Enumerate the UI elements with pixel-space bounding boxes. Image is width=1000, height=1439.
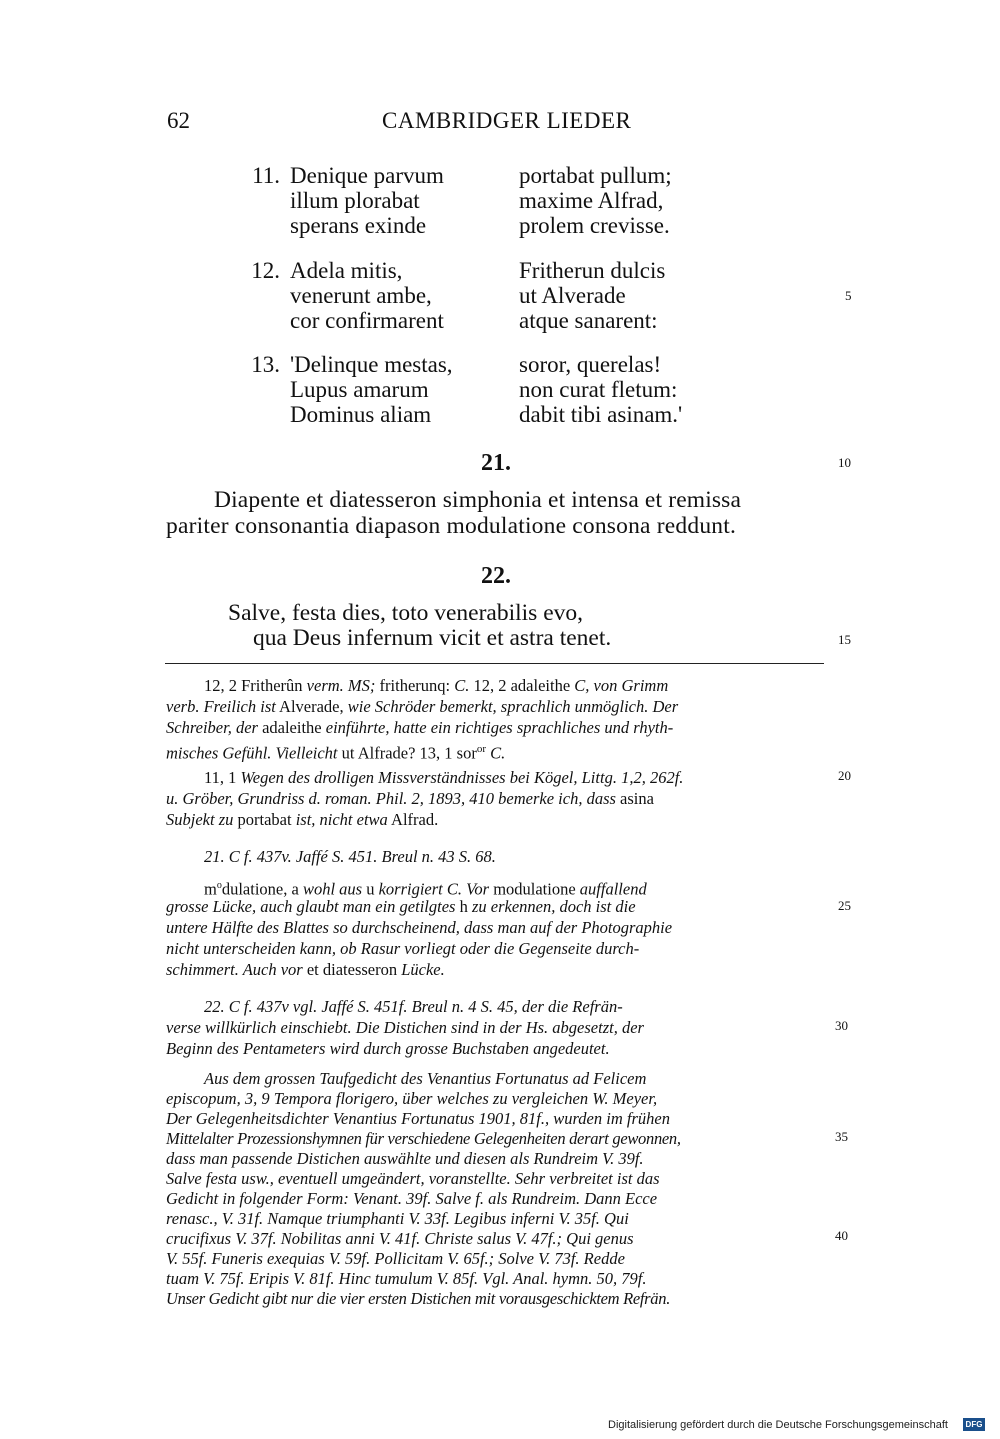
section-21-line: pariter consonantia diapason modulatione consona reddunt. [166, 513, 737, 539]
footnote-line: episcopum, 3, 9 Tempora florigero, über welches zu vergleichen W. Meyer, [166, 1089, 658, 1108]
footnote-line: Salve festa usw., eventuell umgeändert, voranstellte. Sehr verbreitet ist das [166, 1169, 660, 1188]
margin-number: 35 [835, 1129, 848, 1144]
footnote-heading: 21. C f. 437v. Jaffé S. 451. Breul n. 43 S. 68. [204, 847, 496, 866]
footnote-line: Gedicht in folgender Form: Venant. 39f. Salve f. als Rundreim. Dann Ecce [166, 1189, 658, 1208]
running-title: CAMBRIDGER LIEDER [382, 108, 632, 133]
verse-right: portabat pullum; [519, 163, 672, 188]
page-number: 62 [167, 108, 190, 133]
verse-left: venerunt ambe, [290, 283, 432, 308]
stanza-number: 13. [251, 352, 280, 377]
verse-left: Dominus aliam [290, 402, 432, 427]
verse-left: Lupus amarum [290, 377, 429, 402]
footnote-line: Aus dem grossen Taufgedicht des Venantius Fortunatus ad Felicem [204, 1069, 647, 1088]
footnote-line: renasc., V. 31f. Namque triumphanti V. 33f. Legibus inferni V. 35f. Qui [166, 1209, 629, 1228]
footnote-line: dass man passende Distichen auswählte und diesen als Rundreim V. 39f. [166, 1149, 644, 1168]
footnote-line: misches Gefühl. Vielleicht ut Alfrade? 13, 1 sor$^{or}$ C. [166, 743, 506, 763]
footnote-line: verse willkürlich einschiebt. Die Distichen sind in der Hs. abgesetzt, der [166, 1018, 644, 1037]
footnote-line: schimmert. Auch vor et diatesseron Lücke. [166, 960, 445, 979]
margin-number: 25 [838, 898, 851, 913]
verse-right: prolem crevisse. [519, 213, 670, 238]
footnote-line: 12, 2 Fritherûn verm. MS; fritherunq: C. 12, 2 adaleithe C, von Grimm [204, 676, 669, 695]
verse-left: 'Delinque mestas, [290, 352, 453, 377]
dfg-logo: DFG [963, 1418, 985, 1431]
footnote-line: 22. C f. 437v vgl. Jaffé S. 451f. Breul n. 4 S. 45, der die Refrän- [204, 997, 623, 1016]
section-heading-22: 22. [481, 563, 511, 589]
section-21-line: Diapente et diatesseron simphonia et intensa et remissa [214, 487, 742, 513]
stanza-number: 12. [251, 258, 280, 283]
footnote-line: Unser Gedicht gibt nur die vier ersten Distichen mit vorausgeschicktem Refrän. [166, 1289, 671, 1308]
verse-right: dabit tibi asinam.' [519, 402, 683, 427]
verse-left: illum plorabat [290, 188, 420, 213]
section-22-line: qua Deus infernum vicit et astra tenet. [253, 625, 612, 651]
verse-right: maxime Alfrad, [519, 188, 664, 213]
margin-number: 30 [835, 1018, 848, 1033]
footnote-line: Subjekt zu portabat ist, nicht etwa Alfrad. [166, 810, 439, 829]
verse-right: ut Alverade [519, 283, 626, 308]
footnote-line: Beginn des Pentameters wird durch grosse Buchstaben angedeutet. [166, 1039, 610, 1058]
footnote-line: u. Gröber, Grundriss d. roman. Phil. 2, 1893, 410 bemerke ich, dass asina [166, 789, 654, 808]
section-heading-21: 21. [481, 450, 511, 476]
footnote-line: V. 55f. Funeris exequias V. 59f. Pollicitam V. 65f.; Solve V. 73f. Redde [166, 1249, 625, 1268]
footnote-line: crucifixus V. 37f. Nobilitas anni V. 41f. Christe salus V. 47f.; Qui genus [166, 1229, 634, 1248]
footnote-line: untere Hälfte des Blattes so durchscheinend, dass man auf der Photographie [166, 918, 673, 937]
verse-left: cor confirmarent [290, 308, 444, 333]
footnote-line: $m^odulatione$, a wohl aus u korrigiert C. Vor modulatione auffallend [204, 879, 647, 899]
digitization-credit: Digitalisierung gefördert durch die Deutsche Forschungsgemeinschaft [608, 1419, 948, 1431]
verse-right: Fritherun dulcis [519, 258, 666, 283]
footnote-line: Mittelalter Prozessionshymnen für verschiedene Gelegenheiten derart gewonnen, [166, 1129, 681, 1148]
margin-number: 20 [838, 768, 851, 783]
footnote-line: Der Gelegenheitsdichter Venantius Fortunatus 1901, 81f., wurden im frühen [166, 1109, 670, 1128]
footnote-rule [165, 663, 824, 664]
verse-right: soror, querelas! [519, 352, 662, 377]
footnote-line: nicht unterscheiden kann, ob Rasur vorliegt oder die Gegenseite durch- [166, 939, 640, 958]
margin-number: 40 [835, 1228, 848, 1243]
verse-left: Adela mitis, [290, 258, 403, 283]
footnote-line: verb. Freilich ist Alverade, wie Schröder bemerkt, sprachlich unmöglich. Der [166, 697, 679, 716]
verse-right: atque sanarent: [519, 308, 658, 333]
verse-left: Denique parvum [290, 163, 444, 188]
margin-number: 5 [845, 288, 852, 303]
footnote-line: 11, 1 Wegen des drolligen Missverständnisses bei Kögel, Littg. 1,2, 262f. [204, 768, 684, 787]
verse-left: sperans exinde [290, 213, 427, 238]
margin-number: 15 [838, 632, 851, 647]
margin-number: 10 [838, 455, 851, 470]
section-22-line: Salve, festa dies, toto venerabilis evo, [228, 600, 584, 626]
stanza-number: 11. [252, 163, 280, 188]
footnote-line: Schreiber, der adaleithe einführte, hatte ein richtiges sprachliches und rhyth- [166, 718, 674, 737]
footnote-line: grosse Lücke, auch glaubt man ein getilgtes h zu erkennen, doch ist die [166, 897, 636, 916]
footnote-line: tuam V. 75f. Eripis V. 81f. Hinc tumulum V. 85f. Vgl. Anal. hymn. 50, 79f. [166, 1269, 647, 1288]
verse-right: non curat fletum: [519, 377, 678, 402]
